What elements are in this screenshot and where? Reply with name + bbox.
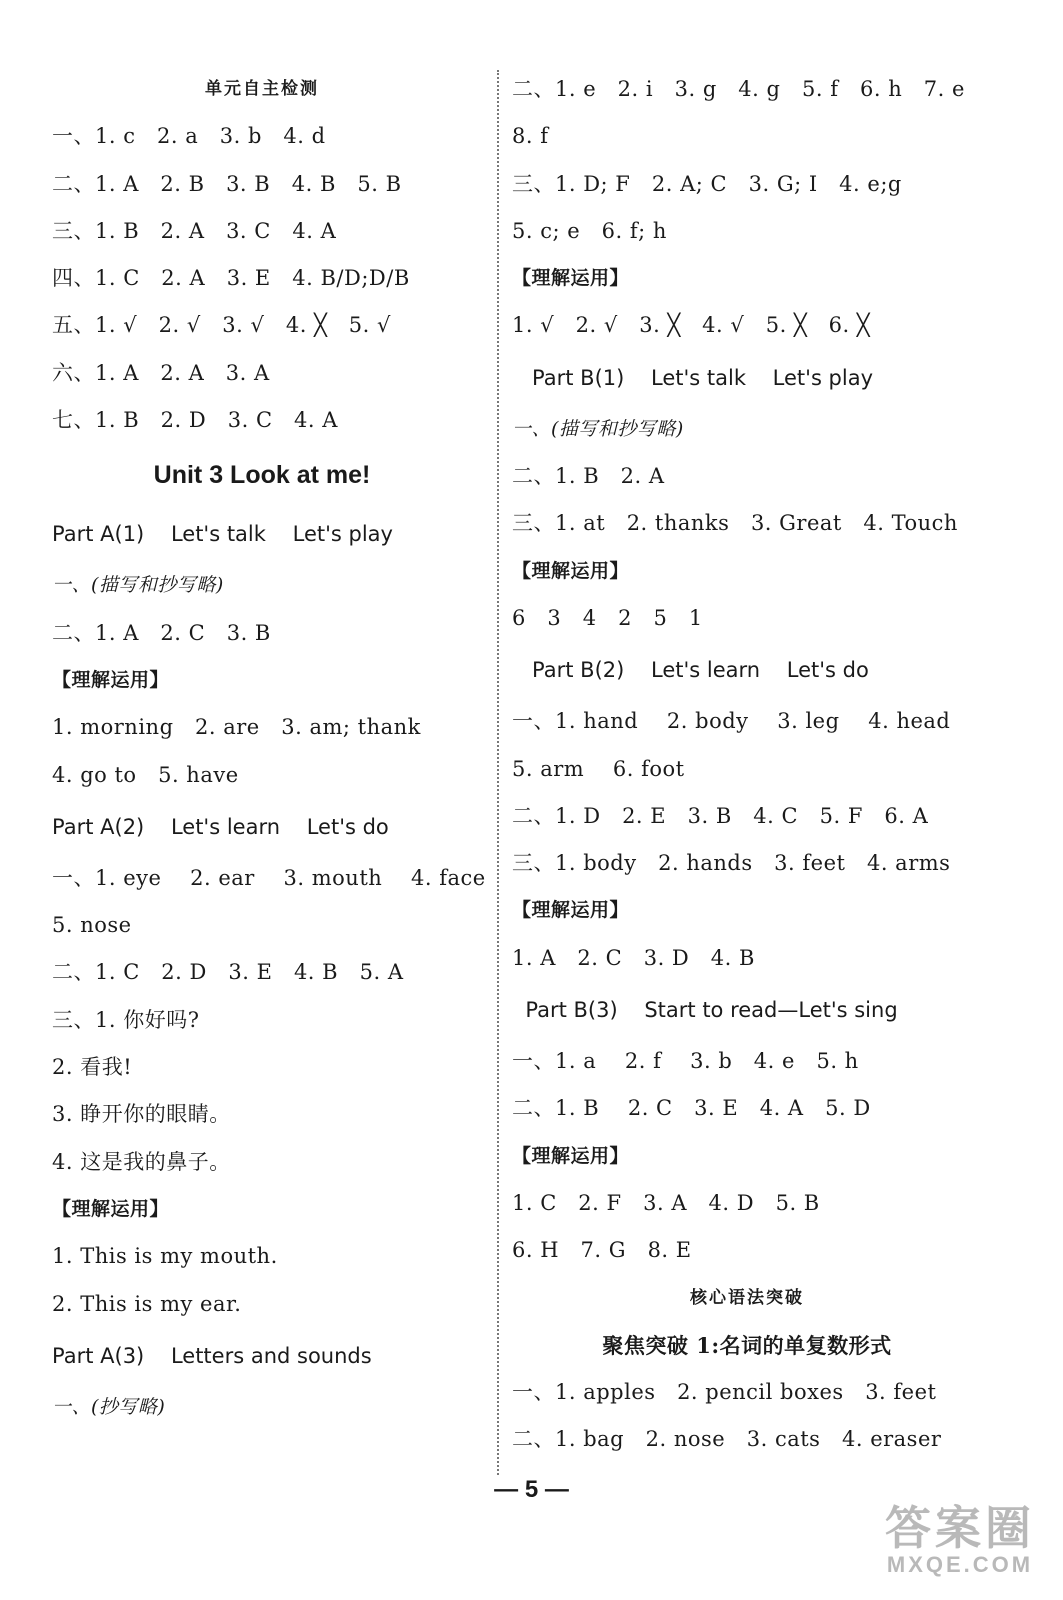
answer-line: 三、1. D; F 2. A; C 3. G; I 4. e;g	[512, 171, 902, 196]
watermark-logo: 答案圈	[885, 1502, 1035, 1554]
part-heading: Part B(1) Let's talk Let's play	[512, 365, 874, 390]
answer-line: 4. go to 5. have	[52, 762, 239, 787]
answer-line: 二、1. A 2. B 3. B 4. B 5. B	[52, 171, 402, 196]
part-heading: Part B(3) Start to read—Let's sing	[512, 998, 898, 1023]
answer-line: 二、1. C 2. D 3. E 4. B 5. A	[52, 960, 404, 985]
answer-line: 1. C 2. F 3. A 4. D 5. B	[512, 1190, 820, 1215]
answer-line: 三、1. body 2. hands 3. feet 4. arms	[512, 851, 951, 876]
answer-line: 1. morning 2. are 3. am; thank	[52, 715, 421, 740]
answer-line: 二、1. D 2. E 3. B 4. C 5. F 6. A	[512, 803, 929, 828]
answer-line: 二、1. B 2. C 3. E 4. A 5. D	[512, 1096, 871, 1121]
part-heading: Part A(1) Let's talk Let's play	[52, 522, 393, 547]
answer-line: 2. This is my ear.	[52, 1291, 242, 1316]
answer-line: 六、1. A 2. A 3. A	[52, 360, 270, 385]
subsection-heading: 【理解运用】	[512, 559, 630, 582]
answer-line: 8. f	[512, 124, 549, 149]
answer-line: 一、(抄写略)	[52, 1395, 166, 1418]
subsection-heading: 【理解运用】	[52, 668, 170, 691]
column-divider	[497, 70, 499, 1475]
part-heading: Part B(2) Let's learn Let's do	[512, 658, 869, 683]
answer-line: 四、1. C 2. A 3. E 4. B/D;D/B	[52, 266, 410, 291]
answer-line: 4. 这是我的鼻子。	[52, 1149, 231, 1174]
answer-line: 二、1. bag 2. nose 3. cats 4. eraser	[512, 1427, 942, 1452]
answer-line: 6 3 4 2 5 1	[512, 605, 703, 630]
watermark-url: MXQE.COM	[886, 1552, 1034, 1577]
answer-line: 一、(描写和抄写略)	[52, 574, 224, 597]
answer-line: 二、1. B 2. A	[512, 464, 665, 489]
answer-line: 3. 睁开你的眼睛。	[52, 1102, 231, 1127]
part-heading: Part A(2) Let's learn Let's do	[52, 814, 389, 839]
right-column	[512, 66, 982, 1464]
answer-line: 二、1. e 2. i 3. g 4. g 5. f 6. h 7. e	[512, 77, 965, 101]
answer-line: 五、1. √ 2. √ 3. √ 4. ╳ 5. √	[52, 313, 391, 338]
answer-line: 一、1. apples 2. pencil boxes 3. feet	[512, 1380, 937, 1405]
answer-line: 一、(描写和抄写略)	[512, 417, 684, 440]
answer-line: 5. nose	[52, 913, 132, 938]
subsection-heading: 【理解运用】	[52, 1197, 170, 1220]
section-title: 核心语法突破	[690, 1287, 804, 1308]
answer-line: 5. arm 6. foot	[512, 756, 685, 781]
answer-line: 三、1. 你好吗?	[52, 1007, 200, 1032]
answer-line: 1. √ 2. √ 3. ╳ 4. √ 5. ╳ 6. ╳	[512, 313, 870, 338]
answer-line: 三、1. B 2. A 3. C 4. A	[52, 218, 337, 243]
answer-line: 一、1. hand 2. body 3. leg 4. head	[512, 709, 951, 734]
answer-line: 七、1. B 2. D 3. C 4. A	[52, 408, 338, 433]
answer-line: 一、1. c 2. a 3. b 4. d	[52, 124, 326, 149]
watermark	[885, 1504, 1035, 1578]
answer-line: 2. 看我!	[52, 1055, 133, 1080]
answer-line: 1. A 2. C 3. D 4. B	[512, 945, 755, 970]
answer-line: 1. This is my mouth.	[52, 1244, 278, 1269]
left-column	[52, 66, 486, 1431]
answer-line: 三、1. at 2. thanks 3. Great 4. Touch	[512, 511, 958, 536]
subsection-heading: 【理解运用】	[512, 1144, 630, 1167]
section-title: 单元自主检测	[205, 79, 319, 99]
subsection-heading: 【理解运用】	[512, 267, 630, 290]
answer-line: 二、1. A 2. C 3. B	[52, 620, 271, 645]
answer-line: 一、1. a 2. f 3. b 4. e 5. h	[512, 1049, 859, 1074]
subsection-heading: 【理解运用】	[512, 899, 630, 922]
focus-heading: 聚焦突破 1:名词的单复数形式	[602, 1332, 892, 1358]
answer-line: 一、1. eye 2. ear 3. mouth 4. face	[52, 865, 486, 890]
answer-line: 5. c; e 6. f; h	[512, 218, 667, 243]
unit-title: Unit 3 Look at me!	[153, 461, 371, 490]
page-number: — 5 —	[494, 1476, 569, 1503]
answer-line: 6. H 7. G 8. E	[512, 1238, 692, 1263]
part-heading: Part A(3) Letters and sounds	[52, 1343, 372, 1368]
